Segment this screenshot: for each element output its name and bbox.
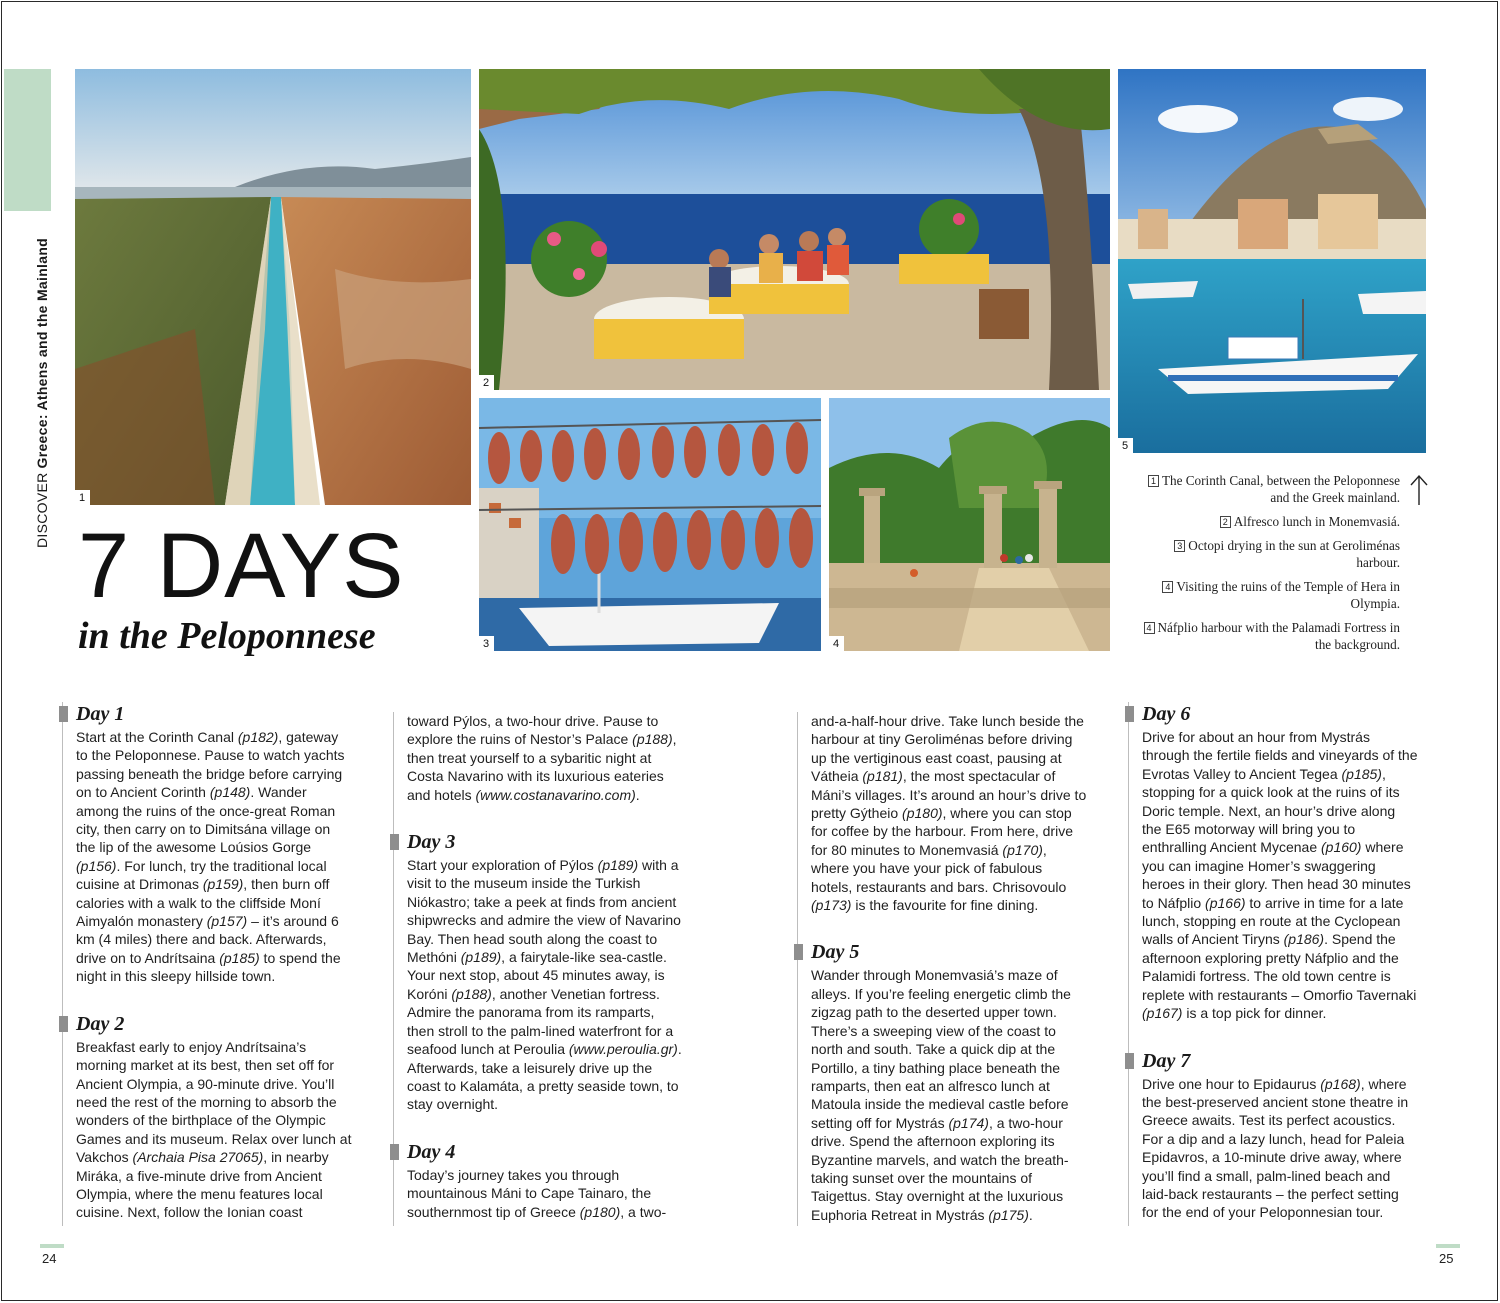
photo-corinth-canal xyxy=(75,69,471,505)
caption xyxy=(1140,472,1400,506)
page-reference: (p175) xyxy=(988,1206,1029,1223)
day-text: Start at the Corinth Canal (p182), gateway to the Peloponnese. Pause to watch yachts passing beneath the bridge before carrying on to Ancient Corinth (p148). Wander among the ruins of the once-great Roman city, then carry on to Dimitsána village on the lip of the awesome Loúsios Gorge (p156). For lunch, try the traditional local cuisine at Drimonas (p159), then burn off calories with a walk to the cliffside Moní Aimyalón monastery (p157) – it’s around 6 km (4 miles) there and back. Afterwards, drive on to Andrítsaina (p185) to spend the night in this sleepy hillside town. xyxy=(76,729,345,985)
section-tab xyxy=(4,69,51,211)
day-section xyxy=(407,1140,683,1221)
text-column-1 xyxy=(62,702,352,1226)
page-reference: (www.costanavarino.com) xyxy=(475,786,636,803)
caption-number: 2 xyxy=(1220,516,1231,528)
page-reference: (p185) xyxy=(219,949,260,966)
page-reference: (p174) xyxy=(948,1114,989,1131)
page-reference: (p186) xyxy=(1283,931,1325,948)
page-reference: (p173) xyxy=(811,897,852,914)
caption-number: 3 xyxy=(1174,540,1185,552)
day-title: Day 5 xyxy=(811,941,860,964)
day-marker xyxy=(59,1016,68,1032)
photo-number: 4 xyxy=(829,636,844,651)
day-text: Wander through Monemvasiá’s maze of alleys. If you’re feeling energetic climb the zigzag path to the deserted upper town. There’s a sweeping view of the coast to north and south. Take a quick dip at the Portillo, a tiny bathing place beneath the ramparts, then eat an alfresco lunch at Matoula inside the medieval castle before setting off for Mystrás (p174), a two-hour drive. Spend the afternoon exploring its Byzantine marvels, and watch the breath-taking sunset over the mountains of Taigettus. Stay overnight at the luxurious Euphoria Retreat in Mystrás (p175). xyxy=(811,967,1071,1223)
day-marker xyxy=(59,706,68,722)
day-title: Day 1 xyxy=(76,703,125,725)
day-text: Drive one hour to Epidaurus (p168), where the best-preserved ancient stone theatre in Greece awaits. Test its perfect acoustics. For a dip and a lazy lunch, head for Paleia Epidavros, a 10-minute drive away, where you’ll find a small, palm-lined beach and laid-back restaurants – the perfect setting for the end of your Peloponnesian tour. xyxy=(1142,1075,1409,1221)
caption xyxy=(1140,578,1400,612)
day-text: Breakfast early to enjoy Andrítsaina’s morning market at its best, then set off for Ancient Olympia, a 90-minute drive. You’ll need the rest of the morning to absorb the wonders of the birthplace of the Olympic Games and its museum. Relax over lunch at Vakchos (Archaia Pisa 27065), in nearby Miráka, a five-minute drive from Ancient Olympia, where the menu features local cuisine. Next, follow the Ionian coast xyxy=(76,1038,352,1221)
page-reference: (p181) xyxy=(862,768,903,785)
day-text-continued: toward Pýlos, a two-hour drive. Pause to explore the ruins of Nestor’s Palace (p188), then treat yourself to a sybaritic night at Costa Navarino with its luxurious eateries and hotels (www.costanavarino.com). xyxy=(407,713,677,803)
page-reference: (p189) xyxy=(460,949,502,966)
section-name: Greece: Athens and the Mainland xyxy=(34,237,50,469)
page-title: 7 DAYS xyxy=(78,515,405,617)
day-text: Start your exploration of Pýlos (p189) with a visit to the museum inside the Turkish Niókastro; take a peek at finds from ancient shipwrecks and admire the view of Navarino Bay. Then head south along the coast to Methóni (p189), a fairytale-like sea-castle. Your next stop, about 45 minutes away, is Koróni (p188), another Venetian fortress. Admire the panorama from its ramparts, then stroll to the palm-lined waterfront for a seafood lunch at Peroulia (www.peroulia.gr). Afterwards, take a leisurely drive up the coast to Kalamáta, a pretty seaside town, to stay overnight. xyxy=(407,857,682,1113)
day-section xyxy=(407,830,683,1114)
day-marker xyxy=(794,944,803,960)
page-reference: (p159) xyxy=(202,876,244,893)
page-reference: (p189) xyxy=(597,857,639,874)
page-reference: (p180) xyxy=(902,805,943,822)
page-reference: (p168) xyxy=(1320,1075,1361,1092)
text-column-3 xyxy=(797,712,1087,1226)
page-reference: (p188) xyxy=(451,985,492,1002)
day-section xyxy=(76,702,352,986)
page-reference: (p157) xyxy=(206,913,248,930)
caption xyxy=(1140,537,1400,571)
day-section xyxy=(1142,702,1418,1023)
day-title: Day 7 xyxy=(1142,1049,1191,1072)
page-reference: (p166) xyxy=(1205,894,1246,911)
day-heading xyxy=(407,830,683,854)
text-column-4 xyxy=(1128,702,1418,1226)
photo-alfresco-lunch xyxy=(479,69,1110,390)
text-column-2 xyxy=(393,712,683,1226)
page-reference: (Archaia Pisa 27065) xyxy=(132,1149,264,1166)
photo-captions xyxy=(1140,472,1400,660)
page-reference: (www.peroulia.gr) xyxy=(568,1041,678,1058)
discover-label: DISCOVER xyxy=(34,472,50,548)
day-title: Day 6 xyxy=(1142,703,1191,725)
section-label xyxy=(34,238,50,548)
day-heading xyxy=(811,940,1087,964)
day-heading xyxy=(1142,702,1418,726)
day-title: Day 4 xyxy=(407,1140,456,1163)
photo-nafplio-harbour xyxy=(1118,69,1426,453)
page-number-accent-left xyxy=(40,1244,64,1248)
day-section xyxy=(1142,1049,1418,1222)
day-marker xyxy=(1125,1053,1134,1069)
page-reference: (p148) xyxy=(209,784,251,801)
page-reference: (p160) xyxy=(1321,839,1362,856)
caption-number: 1 xyxy=(1148,475,1159,487)
day-text-continued: and-a-half-hour drive. Take lunch beside the harbour at tiny Geroliménas before driving up the vertiginous east coast, pausing at Vátheia (p181), the most spectacular of Máni’s villages. It’s around an hour’s drive to pretty Gýtheio (p180), where you can stop for coffee by the harbour. From here, drive for 80 minutes to Monemvasiá (p170), where you have your pick of fabulous hotels, restaurants and bars. Chrisovoulo (p173) is the favourite for fine dining. xyxy=(811,713,1087,914)
day-text: Today’s journey takes you through mountainous Máni to Cape Tainaro, the southernmost tip of Greece (p180), a two- xyxy=(407,1166,667,1220)
photo-number: 5 xyxy=(1118,438,1133,453)
page-reference: (p182) xyxy=(237,729,279,745)
page-reference: (p156) xyxy=(76,857,117,874)
caption-text: The Corinth Canal, between the Peloponnese and the Greek mainland. xyxy=(1161,473,1400,505)
day-marker xyxy=(1125,706,1134,722)
caption-text: Náfplio harbour with the Palamadi Fortress in the background. xyxy=(1157,620,1400,652)
day-heading xyxy=(1142,1049,1418,1073)
page-reference: (p188) xyxy=(632,731,673,748)
day-title: Day 3 xyxy=(407,831,456,854)
day-marker xyxy=(390,1144,399,1160)
page-reference: (p185) xyxy=(1341,765,1382,782)
photo-temple-of-hera xyxy=(829,398,1110,651)
caption xyxy=(1140,513,1400,530)
caption xyxy=(1140,619,1400,653)
caption-number: 4 xyxy=(1144,622,1155,634)
page-reference: (p167) xyxy=(1142,1005,1183,1022)
caption-text: Octopi drying in the sun at Geroliménas harbour. xyxy=(1188,538,1400,570)
page-reference: (p180) xyxy=(579,1203,621,1220)
photo-number: 3 xyxy=(479,636,494,651)
photo-number: 2 xyxy=(479,375,494,390)
photo-octopi-drying xyxy=(479,398,821,651)
page-number-accent-right xyxy=(1436,1244,1460,1248)
day-title: Day 2 xyxy=(76,1012,125,1035)
page-reference: (p170) xyxy=(1002,841,1043,858)
caption-text: Alfresco lunch in Monemvasiá. xyxy=(1233,514,1400,529)
arrow-up-icon xyxy=(1408,474,1430,506)
caption-number: 4 xyxy=(1162,581,1173,593)
day-text: Drive for about an hour from Mystrás through the fertile fields and vineyards of the Evrotas Valley to Ancient Tegea (p185), stopping for a quick look at the ruins of its Doric temple. Next, an hour’s drive along the E65 motorway will bring you to enthralling Ancient Mycenae (p160) where you can imagine Homer’s swaggering heroes in their glory. Then head 30 minutes to Náfplio (p166) to arrive in time for a late lunch, stopping en route at the Cyclopean walls of Ancient Tiryns (p186). Spend the afternoon exploring pretty Náfplio and the Palamidi fortress. The old town centre is replete with restaurants – Omorfio Tavernaki (p167) is a top pick for dinner. xyxy=(1142,729,1418,1022)
day-heading xyxy=(76,1012,352,1036)
day-marker xyxy=(390,834,399,850)
caption-text: Visiting the ruins of the Temple of Hera in Olympia. xyxy=(1176,579,1400,611)
day-heading xyxy=(407,1140,683,1164)
page-number-right: 25 xyxy=(1439,1251,1454,1266)
page-subtitle: in the Peloponnese xyxy=(78,615,376,657)
page-number-left: 24 xyxy=(42,1251,57,1266)
day-section xyxy=(76,1012,352,1222)
day-section xyxy=(811,940,1087,1224)
day-heading xyxy=(76,702,352,726)
photo-number: 1 xyxy=(75,490,90,505)
